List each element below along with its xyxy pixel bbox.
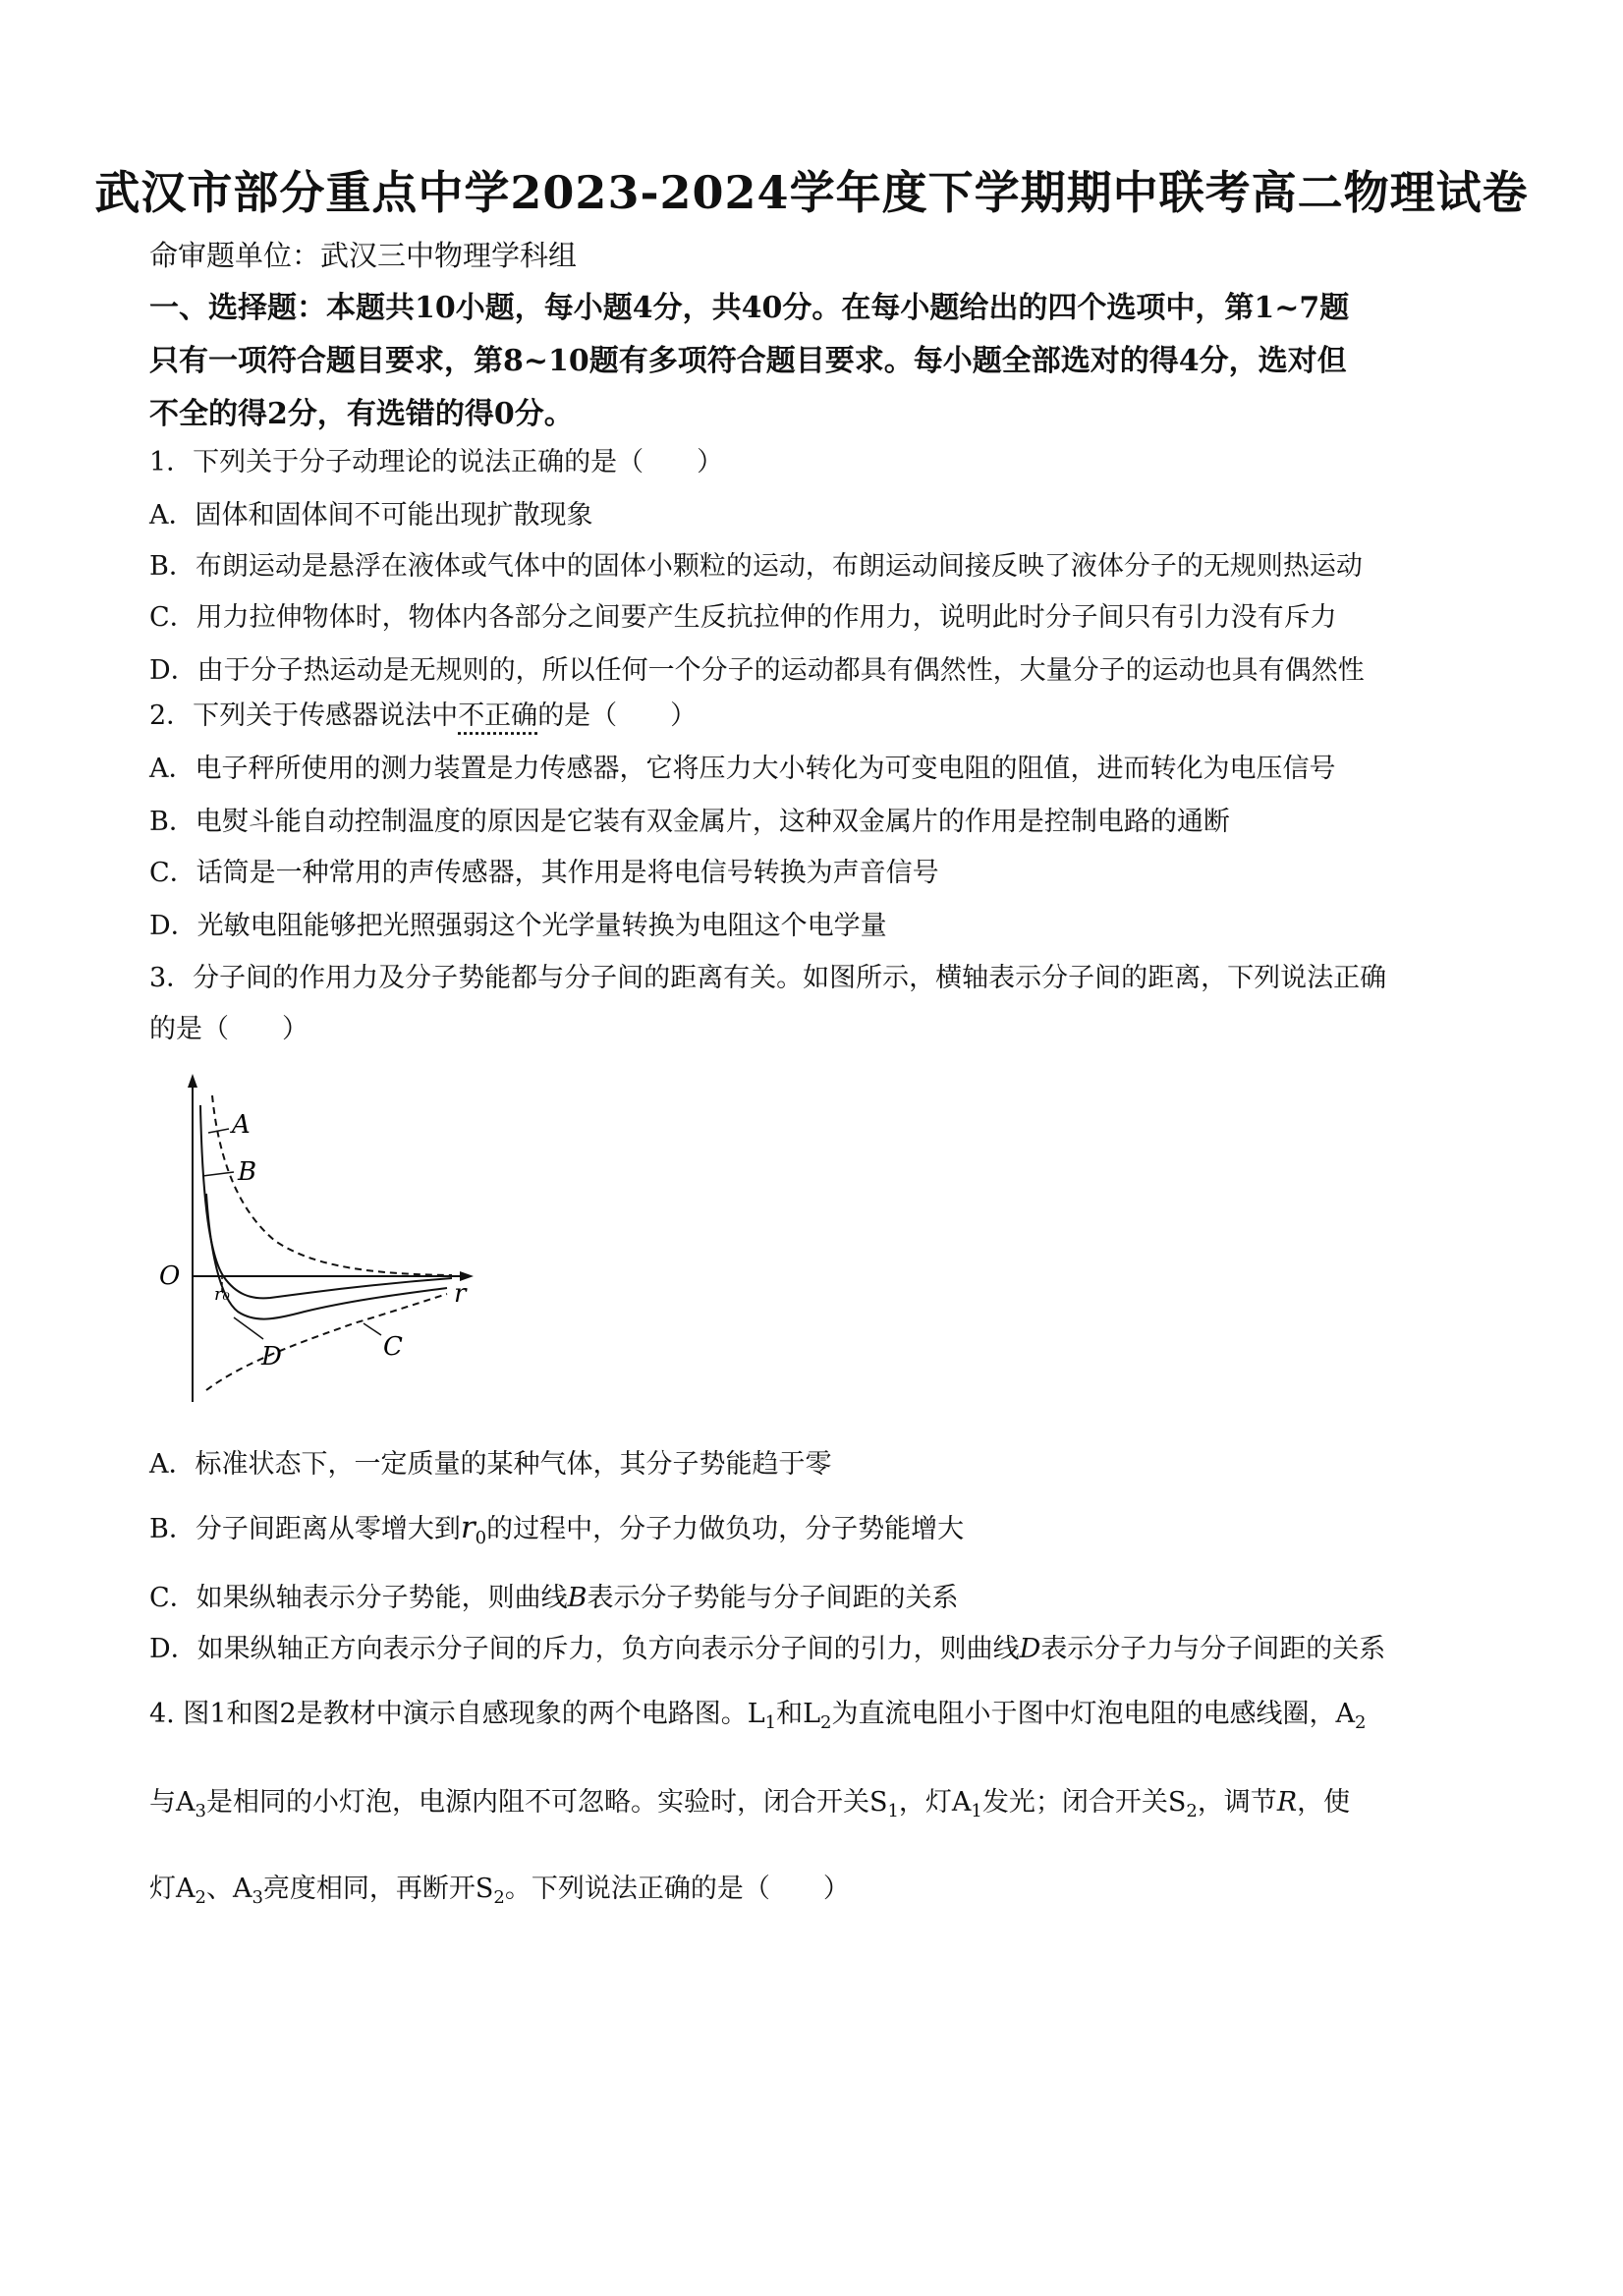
q4-l2-d: 发光；闭合开关S: [981, 1787, 1187, 1818]
q3-option-d-var: D: [1019, 1634, 1041, 1664]
label-d: D: [261, 1342, 282, 1372]
section-instructions-line-3: 不全的得2分，有选错的得0分。: [149, 397, 574, 431]
label-r: r: [454, 1279, 467, 1309]
leader-b: [202, 1172, 234, 1176]
label-b: B: [238, 1157, 257, 1187]
q4-l3-a: 灯A: [149, 1874, 196, 1904]
q4-l3-b: 、A: [205, 1874, 252, 1904]
q3-option-d: [149, 1627, 1385, 1665]
q2-option-d: D．光敏电阻能够把光照强弱这个光学量转换为电阻这个电学量: [149, 911, 887, 941]
q4-l1-c: 为直流电阻小于图中灯泡电阻的电感线圈，A: [831, 1699, 1355, 1729]
q2-option-a: A．电子秤所使用的测力装置是力传感器，它将压力大小转化为可变电阻的阻值，进而转化为电压信号: [149, 754, 1336, 784]
y-axis-arrow: [188, 1074, 197, 1088]
q3-stem-line-2: 的是（ ）: [149, 1014, 308, 1044]
q1-option-b: B．布朗运动是悬浮在液体或气体中的固体小颗粒的运动，布朗运动间接反映了液体分子的无规则热运动: [149, 551, 1363, 582]
q4-l1-b: 和L: [776, 1699, 821, 1729]
q4-l2-var: R: [1276, 1787, 1298, 1818]
q3-option-d-pre: D．如果纵轴正方向表示分子间的斥力，负方向表示分子间的引力，则曲线: [149, 1634, 1020, 1664]
page-title: 武汉市部分重点中学2023-2024学年度下学期期中联考高二物理试卷: [94, 166, 1529, 219]
q4-l3-c: 亮度相同，再断开S: [262, 1874, 494, 1904]
leader-c: [364, 1323, 381, 1335]
q2-stem: [149, 694, 697, 732]
q1-option-c: C．用力拉伸物体时，物体内各部分之间要产生反抗拉伸的作用力，说明此时分子间只有引力没有斥力: [149, 602, 1337, 633]
label-a: A: [232, 1110, 251, 1140]
q3-option-c-post: 表示分子势能与分子间距的关系: [587, 1583, 959, 1613]
exam-unit: 命审题单位：武汉三中物理学科组: [149, 239, 578, 272]
q4-l1-s3: 2: [1354, 1712, 1367, 1733]
q4-l2-e: ，调节: [1197, 1787, 1277, 1818]
q3-option-b-post: 的过程中，分子力做负功，分子势能增大: [486, 1514, 965, 1544]
q4-l2-s1: 3: [195, 1801, 206, 1821]
section-instructions-line-2: 只有一项符合题目要求，第8~10题有多项符合题目要求。每小题全部选对的得4分，选对但: [149, 344, 1347, 378]
label-origin: O: [159, 1261, 181, 1291]
q3-option-c-var: B: [567, 1583, 588, 1613]
q4-l2-b: 是相同的小灯泡，电源内阻不可忽略。实验时，闭合开关S: [205, 1787, 888, 1818]
q1-option-d: D．由于分子热运动是无规则的，所以任何一个分子的运动都具有偶然性，大量分子的运动也具有偶然性: [149, 655, 1365, 686]
q4-l2-s2: 1: [887, 1801, 899, 1821]
q3-option-c: [149, 1576, 959, 1614]
q2-stem-emphasis: 不正确: [458, 700, 538, 731]
q2-stem-post: 的是（ ）: [537, 700, 698, 731]
q4-l1-s1: 1: [764, 1712, 777, 1733]
q4-l3-s2: 3: [252, 1887, 263, 1908]
q4-l1-s2: 2: [820, 1712, 832, 1733]
label-r0: r₀: [214, 1284, 230, 1305]
q3-option-a: A．标准状态下，一定质量的某种气体，其分子势能趋于零: [149, 1449, 832, 1480]
q4-stem-line-3: [149, 1867, 850, 1908]
q4-l3-d: 。下列说法正确的是（ ）: [504, 1874, 850, 1904]
q4-l2-s3: 1: [971, 1801, 982, 1821]
q4-l3-s3: 2: [493, 1887, 505, 1908]
molecular-force-graph: [157, 1066, 481, 1405]
q4-stem-line-1: [149, 1692, 1366, 1733]
curve-c: [206, 1294, 447, 1390]
q4-l2-a: 与A: [149, 1787, 196, 1818]
label-c: C: [383, 1332, 403, 1362]
q2-option-c: C．话筒是一种常用的声传感器，其作用是将电信号转换为声音信号: [149, 858, 939, 888]
q4-l2-s4: 2: [1186, 1801, 1198, 1821]
curve-d: [206, 1194, 447, 1319]
leader-d: [234, 1317, 263, 1339]
q2-stem-pre: 2．下列关于传感器说法中: [149, 700, 459, 731]
q1-option-a: A．固体和固体间不可能出现扩散现象: [149, 500, 593, 531]
q3-option-d-post: 表示分子力与分子间距的关系: [1040, 1634, 1386, 1664]
q4-l3-s1: 2: [195, 1887, 206, 1908]
q3-option-b-pre: B．分子间距离从零增大到: [149, 1514, 461, 1544]
q3-option-b-sub: 0: [475, 1528, 487, 1548]
q4-l2-f: ，使: [1297, 1787, 1351, 1818]
section-instructions-line-1: 一、选择题：本题共10小题，每小题4分，共40分。在每小题给出的四个选项中，第1~7题: [149, 291, 1350, 325]
q3-stem-line-1: 3．分子间的作用力及分子势能都与分子间的距离有关。如图所示，横轴表示分子间的距离，下列说法正确: [149, 963, 1387, 993]
q1-stem: 1．下列关于分子动理论的说法正确的是（ ）: [149, 447, 724, 477]
q4-l2-c: ，灯A: [898, 1787, 972, 1818]
q4-stem-line-2: [149, 1780, 1350, 1821]
q4-l1-a: 4. 图1和图2是教材中演示自感现象的两个电路图。L: [149, 1699, 765, 1729]
q3-figure: [157, 1066, 481, 1405]
q3-option-b: [149, 1507, 964, 1548]
q3-option-c-pre: C．如果纵轴表示分子势能，则曲线: [149, 1583, 568, 1613]
q2-option-b: B．电熨斗能自动控制温度的原因是它装有双金属片，这种双金属片的作用是控制电路的通断: [149, 807, 1230, 837]
q3-option-b-var: r: [460, 1510, 476, 1545]
